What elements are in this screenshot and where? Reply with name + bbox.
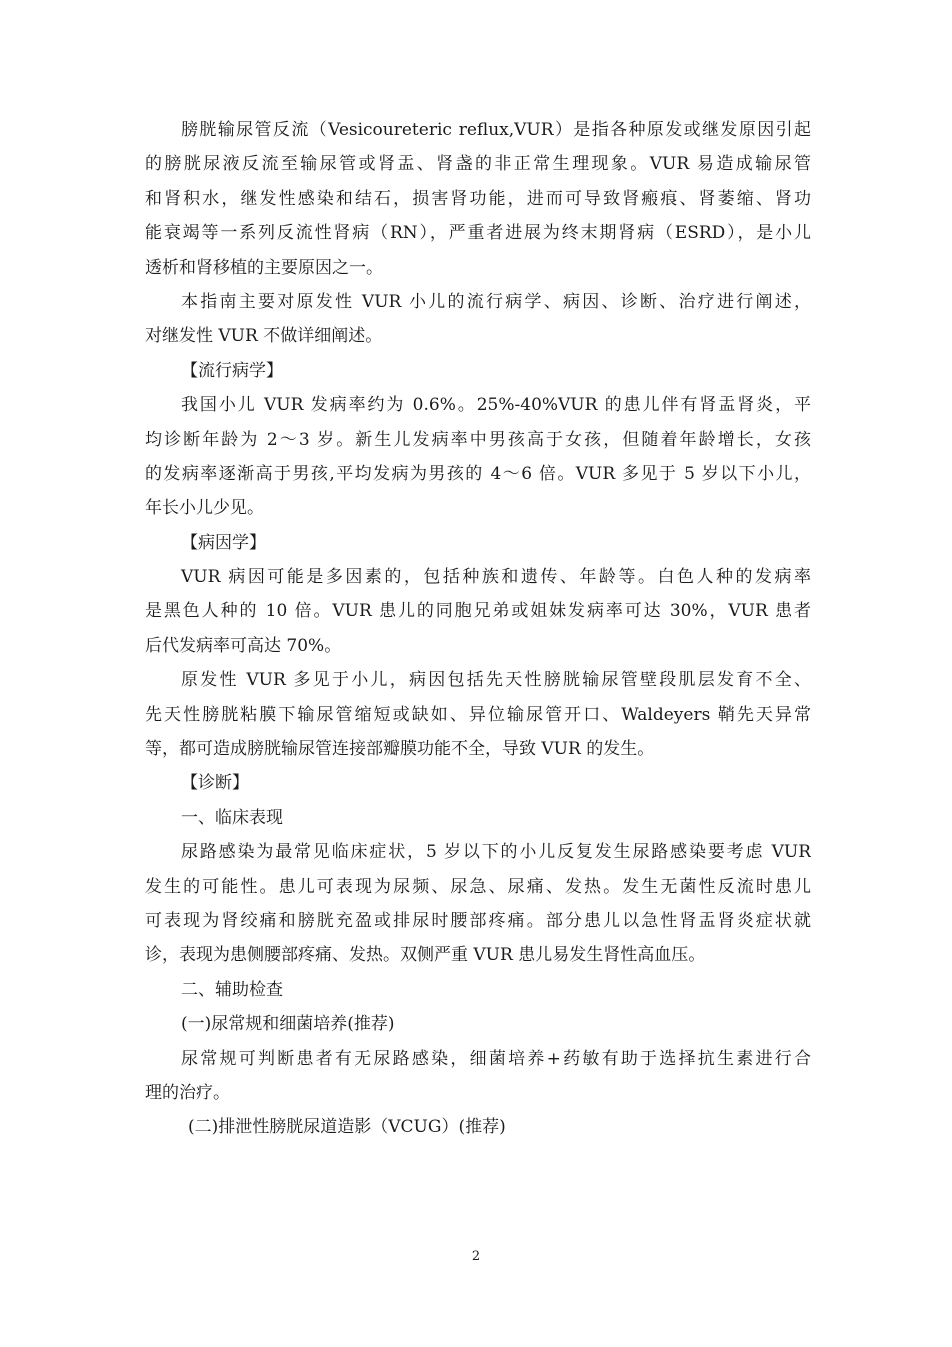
document-body xyxy=(145,113,811,1145)
text-line: 尿常规可判断患者有无尿路感染，细菌培养+药敏有助于选择抗生素进行合 xyxy=(181,1048,811,1069)
page-number: 2 xyxy=(471,1249,481,1264)
text-line: 透析和肾移植的主要原因之一。 xyxy=(145,257,383,278)
text-line: 我国小儿 VUR 发病率约为 0.6%。25%-40%VUR 的患儿伴有肾盂肾炎，平 xyxy=(181,395,811,416)
text-line: 诊，表现为患侧腰部疼痛、发热。双侧严重 VUR 患儿易发生肾性高血压。 xyxy=(145,945,706,966)
text-line: 能衰竭等一系列反流性肾病（RN），严重者进展为终末期肾病（ESRD），是小儿 xyxy=(145,223,811,244)
text-line: 和肾积水，继发性感染和结石，损害肾功能，进而可导致肾瘢痕、肾萎缩、肾功 xyxy=(145,188,811,209)
text-line: 的膀胱尿液反流至输尿管或肾盂、肾盏的非正常生理现象。VUR 易造成输尿管 xyxy=(145,154,811,175)
text-line: 理的治疗。 xyxy=(145,1082,230,1103)
section-heading: 【诊断】 xyxy=(181,773,249,794)
text-line: 对继发性 VUR 不做详细阐述。 xyxy=(145,326,383,347)
text-line: 是黑色人种的 10 倍。VUR 患儿的同胞兄弟或姐妹发病率可达 30%，VUR 患者 xyxy=(145,601,811,622)
text-line: 膀胱输尿管反流（Vesicoureteric reflux,VUR）是指各种原发或继发原因引起 xyxy=(181,120,811,140)
text-line: 年长小儿少见。 xyxy=(145,498,264,519)
text-line: 发生的可能性。患儿可表现为尿频、尿急、尿痛、发热。发生无菌性反流时患儿 xyxy=(145,876,811,897)
text-line: 可表现为肾绞痛和膀胱充盈或排尿时腰部疼痛。部分患儿以急性肾盂肾炎症状就 xyxy=(145,910,811,931)
text-line: 的发病率逐渐高于男孩,平均发病为男孩的 4～6 倍。VUR 多见于 5 岁以下小儿， xyxy=(145,463,811,484)
text-line: 本指南主要对原发性 VUR 小儿的流行病学、病因、诊断、治疗进行阐述， xyxy=(181,291,811,312)
text-line: 均诊断年龄为 2～3 岁。新生儿发病率中男孩高于女孩，但随着年龄增长，女孩 xyxy=(145,429,811,450)
subsection-heading: (一)尿常规和细菌培养(推荐) xyxy=(181,1014,395,1035)
subsection-heading: (二)排泄性膀胱尿道造影（VCUG）(推荐) xyxy=(188,1117,506,1138)
text-line: 等，都可造成膀胱输尿管连接部瓣膜功能不全，导致 VUR 的发生。 xyxy=(145,739,655,760)
section-heading: 【病因学】 xyxy=(181,532,266,553)
section-heading: 【流行病学】 xyxy=(181,360,283,381)
text-line: 尿路感染为最常见临床症状，5 岁以下的小儿反复发生尿路感染要考虑 VUR xyxy=(181,842,811,863)
subsection-heading: 二、辅助检查 xyxy=(181,979,283,1000)
subsection-heading: 一、临床表现 xyxy=(181,807,283,828)
text-line: 后代发病率可高达 70%。 xyxy=(145,635,342,656)
text-line: 先天性膀胱粘膜下输尿管缩短或缺如、异位输尿管开口、Waldeyers 鞘先天异常 xyxy=(145,704,811,725)
text-line: 原发性 VUR 多见于小儿，病因包括先天性膀胱输尿管壁段肌层发育不全、 xyxy=(181,670,811,691)
text-line: VUR 病因可能是多因素的，包括种族和遗传、年龄等。白色人种的发病率 xyxy=(181,567,811,588)
